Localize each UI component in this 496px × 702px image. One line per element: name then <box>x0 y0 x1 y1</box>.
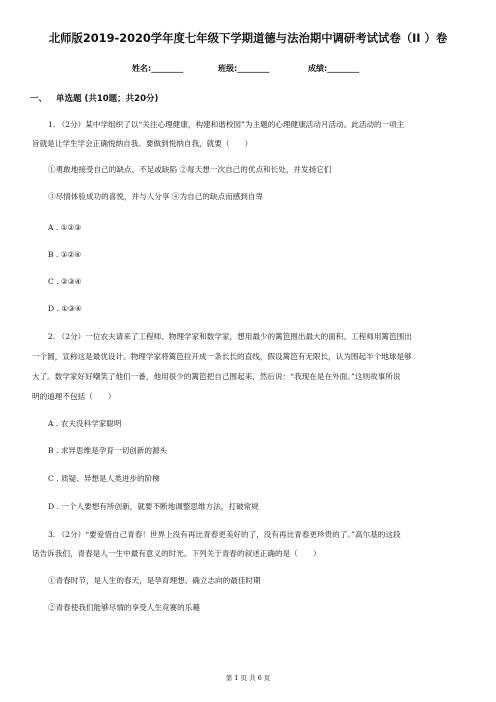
q2-stem-line2: 一个圆，宣称这是最优设计。物理学家将篱笆拉开成一条长长的直线，假设篱笆有无限长，认为围起半个地球是够 <box>32 352 412 361</box>
name-blank: ________ <box>151 64 184 73</box>
class-label: 班级: <box>218 64 238 73</box>
name-field <box>132 63 183 74</box>
class-field <box>218 63 269 74</box>
q2-option-a: A . 农夫没科学家聪明 <box>48 419 122 428</box>
student-info-row <box>132 63 432 77</box>
q2-option-d: D . 一个人要想有所创新，就要不断地调整思维方法，打破常规 <box>48 502 259 511</box>
q2-option-b: B . 求异思维是孕育一切创新的源头 <box>48 446 168 455</box>
exam-title: 北师版2019-2020学年度七年级下学期道德与法治期中调研考试试卷（II ）卷 <box>48 31 448 45</box>
q1-statement1: ①勇敢地接受自己的缺点、不足或缺陷 ②每天想一次自己的优点和长处，并发扬它们 <box>48 165 332 174</box>
q2-stem-line1: 2. （2分）一位农夫请来了工程师、物理学家和数学家，想用最少的篱笆围出最大的面积。工程师用篱笆围出 <box>48 332 412 341</box>
score-field <box>308 63 359 74</box>
q3-statement2: ②青春使我们能够尽情的享受人生竞赛的乐趣 <box>48 603 200 612</box>
q1-stem-line1: 1. （2分）某中学组织了以“关注心理健康，构建和谐校园”为主题的心理健康活动月活动。此活动的一项主 <box>48 120 405 129</box>
q1-option-d: D . ①③④ <box>48 304 82 313</box>
q1-stem-line2: 旨就是让学生学会正确悦纳自我。要做到悦纳自我，就要（ ） <box>32 139 253 148</box>
page-footer: 第 1 页 共 6 页 <box>225 674 271 682</box>
q1-statement2: ③尽情体验成功的喜悦，并与人分享 ④为自己的缺点而感到自卑 <box>48 192 264 201</box>
section-heading <box>30 92 158 104</box>
section-title: 单选题 (共10题；共20分) <box>55 94 159 104</box>
name-label: 姓名: <box>132 64 152 73</box>
q1-option-b: B . ①②④ <box>48 250 82 259</box>
q3-stem-line1: 3. （2分）“要爱惜自己青春！世界上没有再比青春更美好的了，没有再比青春更珍贵的了。”高尔基的这段 <box>48 530 401 539</box>
class-blank: ________ <box>237 64 270 73</box>
q2-stem-line4: 明的道理不包括（ ） <box>32 392 116 401</box>
q1-option-a: A . ①②③ <box>48 223 82 232</box>
score-label: 成绩: <box>308 64 328 73</box>
q1-option-c: C . ②③④ <box>48 277 82 286</box>
q2-stem-line3: 大了。数学家好好嘲笑了他们一番，他用很少的篱笆把自己围起来，然后说：“我现在是在外面。”这则故事所说 <box>32 372 401 381</box>
q3-stem-line2: 话告诉我们，青春是人一生中最有意义的时光。下列关于青春的叙述正确的是（ ） <box>32 549 321 558</box>
q3-statement1: ①青春时节，是人生的春天，是孕育理想、确立志向的最佳时期 <box>48 576 261 585</box>
score-blank: ________ <box>327 64 360 73</box>
q2-option-c: C . 质疑、异想是人类进步的阶梯 <box>48 474 160 483</box>
section-number: 一、 <box>30 94 48 104</box>
